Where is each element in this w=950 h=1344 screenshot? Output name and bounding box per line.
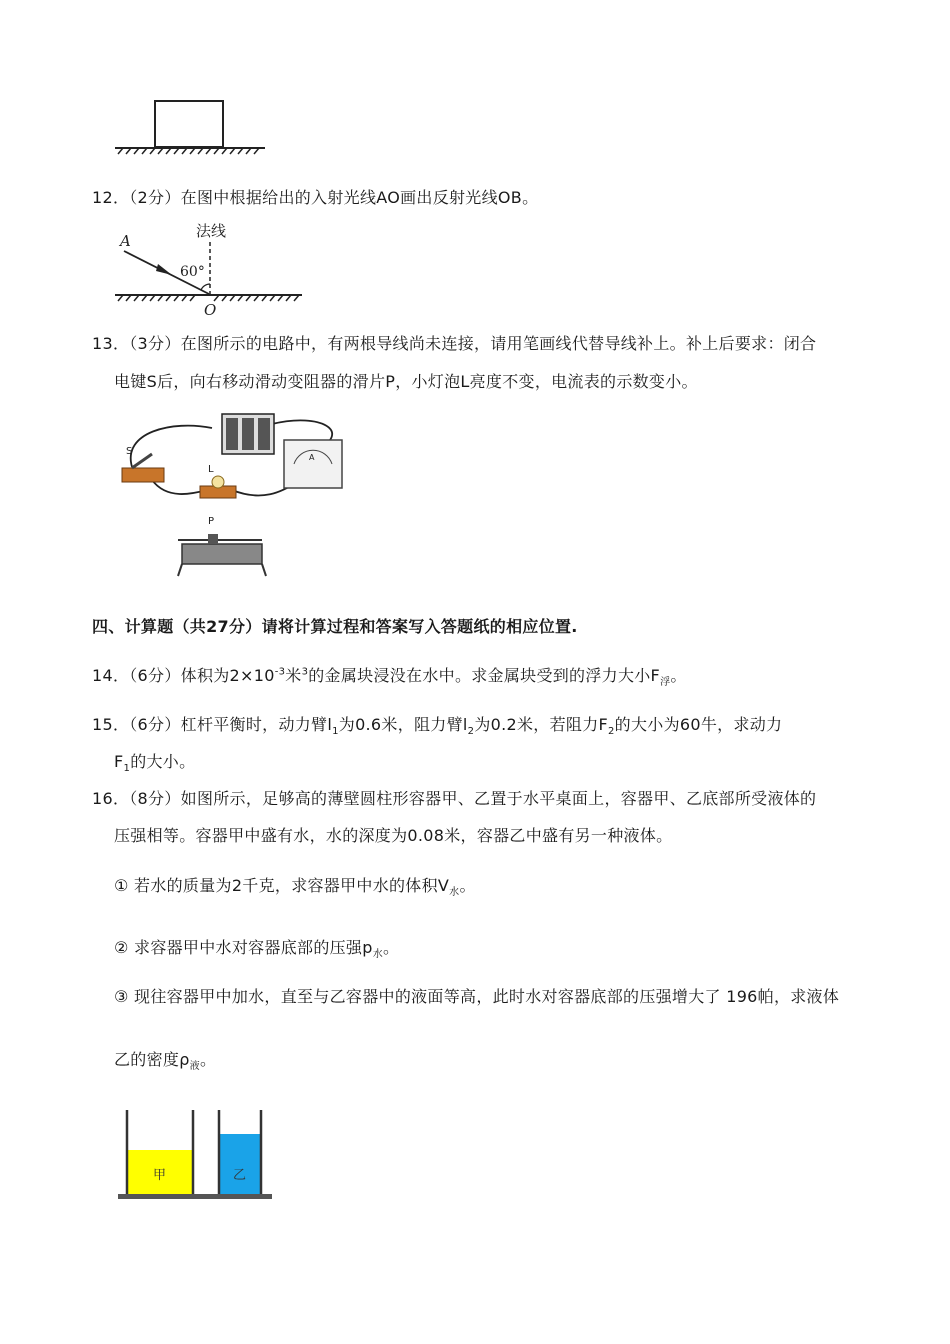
q16-part1: ① 若水的质量为2千克，求容器甲中水的体积$V_水$。 (114, 876, 476, 899)
q16-line2: 压强相等。容器甲中盛有水，水的深度为0.08米，容器乙中盛有另一种液体。 (114, 826, 673, 845)
containers-figure (116, 1106, 276, 1206)
svg-text:L: L (208, 464, 214, 475)
o-label: O (204, 301, 217, 318)
table-surface (118, 1194, 272, 1199)
q12-text: 12．（2分）在图中根据给出的入射光线AO画出反射光线OB。 (92, 188, 539, 207)
svg-text:P: P (208, 516, 215, 527)
q16-part3: ③ 现往容器甲中加水，直至与乙容器中的液面等高，此时水对容器底部的压强增大了 196帕，求液体 (114, 987, 840, 1006)
yi-label: 乙 (233, 1168, 247, 1183)
q16-line1: 16．（8分）如图所示，足够高的薄壁圆柱形容器甲、乙置于水平桌面上，容器甲、乙底部所受液体的 (92, 789, 817, 808)
arrow-head (156, 264, 172, 275)
lamp-l (200, 464, 236, 498)
q14-text: 14．（6分）体积为$2\times 10^{-3}$米$^3$的金属块浸没在水中。求金属块受到的浮力大小$F_浮$。 (92, 666, 687, 689)
switch-s (122, 446, 164, 482)
angle-label: 60° (180, 264, 205, 280)
q15-line1: 15．（6分）杠杆平衡时，动力臂$l_1$为0.6米，阻力臂$l_2$为0.2米，若阻力$F_2$的大小为60牛，求动力 (92, 715, 783, 738)
section4-heading: 四、计算题（共27分）请将计算过程和答案写入答题纸的相应位置. (92, 617, 578, 636)
ammeter (284, 440, 342, 488)
normal-label: 法线 (196, 222, 227, 240)
rheostat-p (178, 516, 266, 576)
q16-part2: ② 求容器甲中水对容器底部的压强$p_水$。 (114, 938, 400, 961)
q16-part3-cont: 乙的密度$\rho_液$。 (114, 1050, 217, 1073)
block (155, 101, 223, 147)
svg-text:A: A (309, 453, 315, 462)
reflection-figure (110, 218, 310, 318)
jia-label: 甲 (153, 1168, 167, 1183)
q13-line1: 13．（3分）在图所示的电路中，有两根导线尚未连接，请用笔画线代替导线补上。补上后要求：闭合 (92, 334, 817, 353)
svg-text:S: S (126, 446, 133, 457)
angle-arc (201, 284, 210, 290)
circuit-figure (112, 402, 362, 584)
a-label: A (120, 232, 131, 250)
q13-line2: 电键S后，向右移动滑动变阻器的滑片P，小灯泡L亮度不变，电流表的示数变小。 (114, 372, 698, 391)
yi-liquid (220, 1134, 260, 1194)
q15-line2: $F_1$的大小。 (114, 752, 196, 775)
block-on-surface-figure (110, 95, 270, 160)
battery (222, 414, 274, 454)
